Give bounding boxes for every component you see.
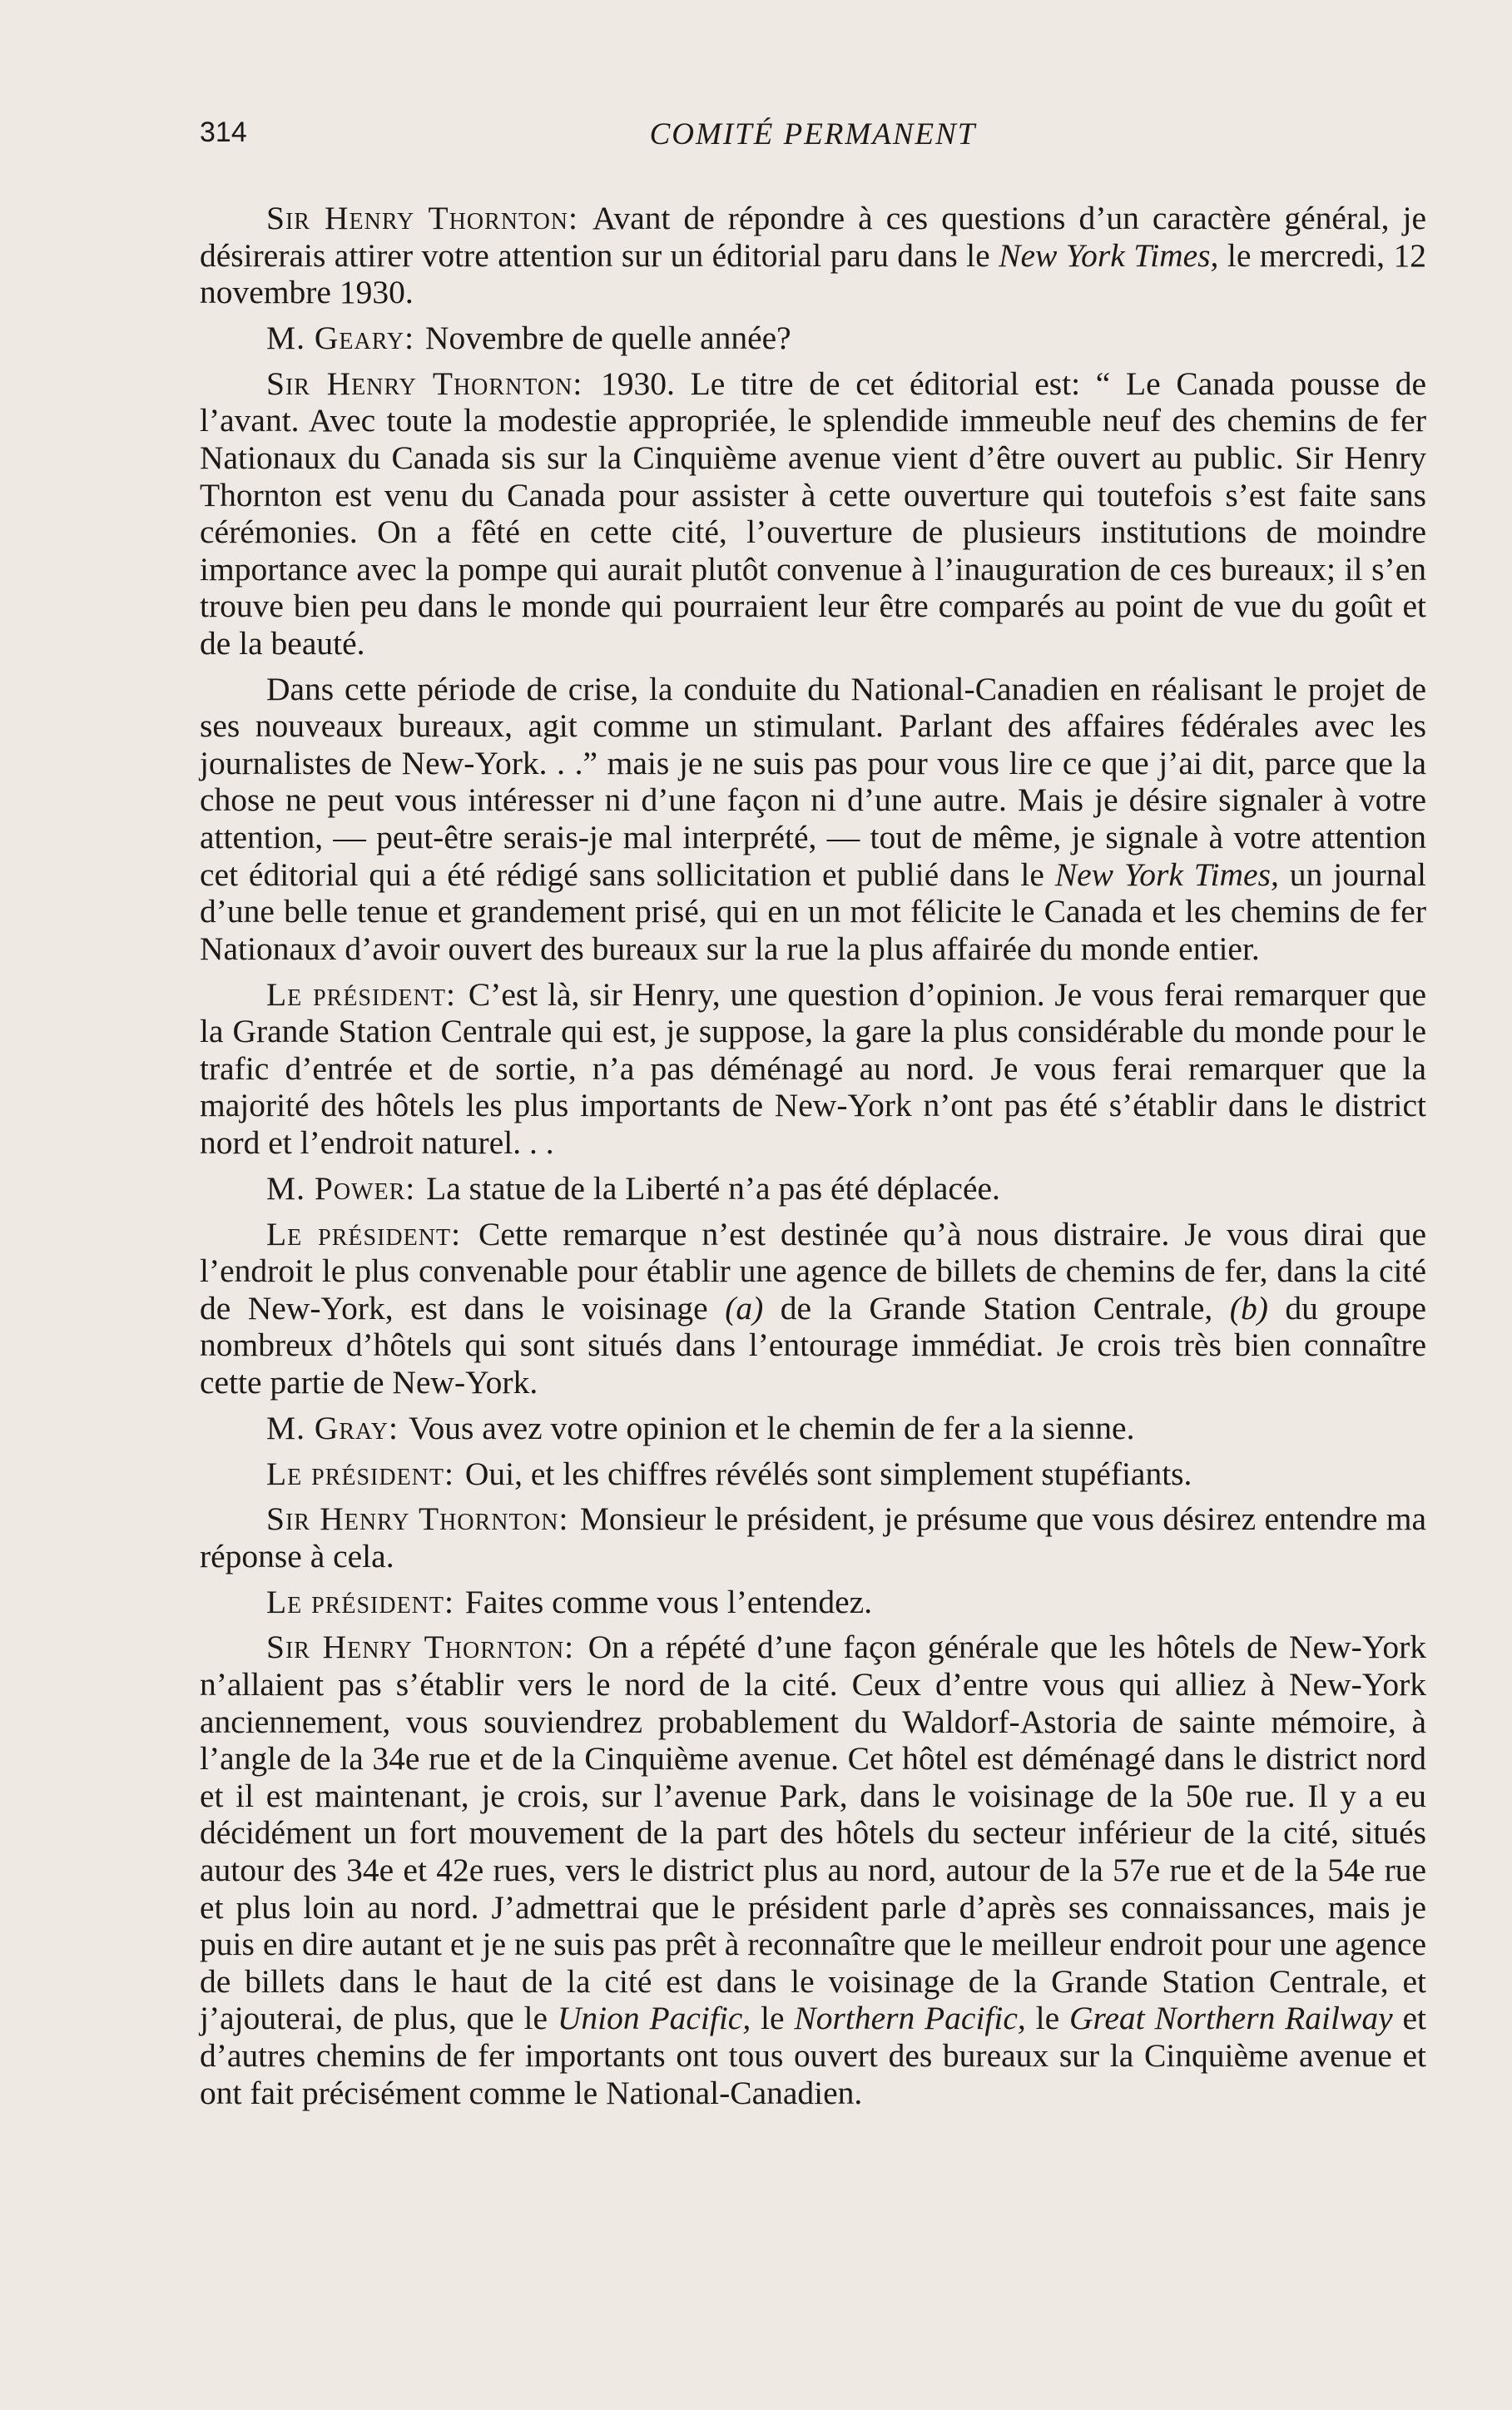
speaker-name: Le président <box>266 1583 445 1620</box>
paragraph: M. Gray: Vous avez votre opinion et le chemin de fer a la sienne. <box>266 1409 1135 1446</box>
speaker-name: M. Geary <box>266 319 405 356</box>
paragraph: Le président: Faites comme vous l’entendez. <box>266 1583 873 1620</box>
paragraph: Le président: Cette remarque n’est destinée qu’à nous distraire. Je vous dirai que l’endroit le plus convenable pour établir une agence de billets de chemins de fer, dans la cité de New-York, est dans le voisinage (a) de la Grande Station Centrale, (b) du groupe nombreux d’hôtels qui sont situés dans l’entourage immédiat. Je crois très bien connaître cette partie de New-York. <box>200 1215 1427 1401</box>
body-text <box>200 200 1426 2111</box>
speaker-name: Le président <box>266 975 446 1013</box>
speaker-name: M. Power <box>266 1169 406 1207</box>
paragraph: M. Power: La statue de la Liberté n’a pas été déplacée. <box>266 1169 1000 1207</box>
paragraph: Le président: C’est là, sir Henry, une question d’opinion. Je vous ferai remarquer que la Grande Station Centrale qui est, je suppose, la gare la plus considérable du monde pour le trafic d’entrée et de sortie, n’a pas déménagé au nord. Je vous ferai remarquer que la majorité des hôtels les plus importants de New-York n’ont pas été s’établir dans le district nord et l’endroit naturel. . . <box>200 975 1427 1161</box>
running-title: COMITÉ PERMANENT <box>649 117 977 151</box>
publication-title: New York Times, <box>1054 855 1279 893</box>
paragraph: Sir Henry Thornton: On a répété d’une façon générale que les hôtels de New-York n’allaient pas s’établir vers le nord de la cité. Ceux d’entre vous qui alliez à New-York anciennement, vous souviendrez probablement du Waldorf-Astoria de sainte mémoire, à l’angle de la 34e rue et de la Cinquième avenue. Cet hôtel est déménagé dans le district nord et il est maintenant, je crois, sur l’avenue Park, dans le voisinage de la 50e rue. Il y a eu décidément un fort mouvement de la part des hôtels du secteur inférieur de la cité, situés autour des 34e et 42e rues, vers le district plus au nord, autour de la 57e rue et de la 54e rue et plus loin au nord. J’admettrai que le président parle d’après ses connaissances, mais je puis en dire autant et je ne suis pas prêt à reconnaître que le meilleur endroit pour une agence de billets dans le haut de la cité est dans le voisinage de la Grande Station Centrale, et j’ajouterai, de plus, que le Union Pacific, le Northern Pacific, le Great Northern Railway et d’autres chemins de fer importants ont tous ouvert des bureaux sur la Cinquième avenue et ont fait précisément comme le National-Canadien. <box>200 1629 1426 2111</box>
speaker-name: Sir Henry Thornton <box>266 364 573 402</box>
speaker-name: Sir Henry Thornton <box>266 1629 565 1666</box>
paragraph: Sir Henry Thornton: 1930. Le titre de cet éditorial est: “ Le Canada pousse de l’avant. Avec toute la modestie appropriée, le splendide immeuble neuf des chemins de fer Nationaux du Canada sis sur la Cinquième avenue vient d’être ouvert au public. Sir Henry Thornton est venu du Canada pour assister à cette ouverture qui toutefois s’est faite sans cérémonies. On a fêté en cette cité, l’ouverture de plusieurs institutions de moindre importance avec la pompe qui aurait plutôt convenue à l’inauguration de ces bureaux; il s’en trouve bien peu dans le monde qui pourraient leur être comparés au point de vue du goût et de la beauté. <box>200 364 1427 662</box>
paragraph: Dans cette période de crise, la conduite du National-Canadien en réalisant le projet de ses nouveaux bureaux, agit comme un stimulant. Parlant des affaires fédérales avec les journalistes de New-York. . .” mais je ne suis pas pour vous lire ce que j’ai dit, parce que la chose ne peut vous intéresser ni d’une façon ni d’une autre. Mais je désire signaler à votre attention, — peut-être serais-je mal interprété, — tout de même, je signale à votre attention cet éditorial qui a été rédigé sans sollicitation et publié dans le New York Times, un journal d’une belle tenue et grandement prisé, qui en un mot félicite le Canada et les chemins de fer Nationaux d’avoir ouvert des bureaux sur la rue la plus affairée du monde entier. <box>200 670 1426 967</box>
speaker-name: Sir Henry Thornton <box>266 200 569 236</box>
page-header <box>200 117 1426 166</box>
speaker-name: M. Gray <box>266 1409 389 1446</box>
document-page <box>200 117 1426 2120</box>
paragraph: M. Geary: Novembre de quelle année? <box>266 319 791 356</box>
speaker-name: Le président <box>266 1455 445 1492</box>
paragraph: Sir Henry Thornton: Monsieur le président, je présume que vous désirez entendre ma réponse à cela. <box>200 1500 1427 1574</box>
speaker-name: Le président <box>266 1215 452 1252</box>
page-number: 314 <box>200 117 247 148</box>
paragraph: Sir Henry Thornton: Avant de répondre à ces questions d’un caractère général, je désirerais attirer votre attention sur un éditorial paru dans le New York Times, le mercredi, 12 novembre 1930. <box>200 200 1427 311</box>
speaker-name: Sir Henry Thornton <box>266 1500 559 1538</box>
paragraph: Le président: Oui, et les chiffres révélés sont simplement stupéfiants. <box>266 1455 1192 1492</box>
publication-title: New York Times, <box>999 236 1219 274</box>
